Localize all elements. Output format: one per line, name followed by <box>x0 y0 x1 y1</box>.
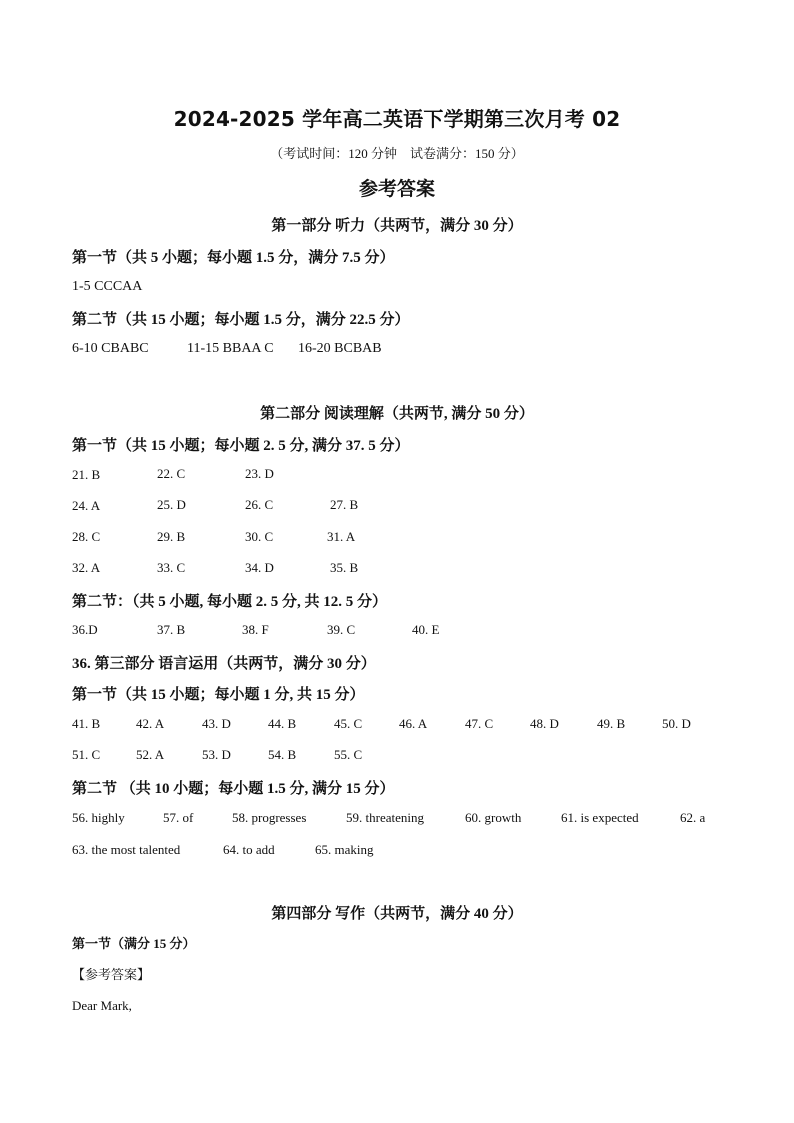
part3-heading: 36. 第三部分 语言运用（共两节，满分 30 分） <box>72 656 376 672</box>
answer-cell: 58. progresses <box>232 810 307 825</box>
answer-cell: 23. D <box>245 466 274 481</box>
answer-cell: 31. A <box>327 529 356 544</box>
part4-sec1-heading: 第一节（满分 15 分） <box>72 936 196 951</box>
answer-cell: 61. is expected <box>561 810 639 825</box>
answer-cell: 44. B <box>268 716 297 731</box>
answer-cell: 42. A <box>136 716 165 731</box>
answer-cell: 52. A <box>136 747 165 762</box>
answer-cell: 49. B <box>597 716 626 731</box>
part2-heading: 第二部分 阅读理解（共两节, 满分 50 分） <box>260 406 534 422</box>
answer-cell: 50. D <box>662 716 691 731</box>
answer-cell: 53. D <box>202 747 231 762</box>
answer-cell: 41. B <box>72 716 101 731</box>
part1-sec1-heading: 第一节（共 5 小题；每小题 1.5 分，满分 7.5 分） <box>72 250 395 266</box>
answer-cell: 47. C <box>465 716 494 731</box>
part1-sec2-answer: 11-15 BBAA C <box>187 341 274 356</box>
answer-cell: 38. F <box>242 622 269 637</box>
answer-cell: 30. C <box>245 529 274 544</box>
answer-cell: 28. C <box>72 529 101 544</box>
answer-cell: 21. B <box>72 467 101 482</box>
answer-cell: 40. E <box>412 622 440 637</box>
answer-cell: 48. D <box>530 716 559 731</box>
part1-sec1-answers: 1-5 CCCAA <box>72 279 143 294</box>
answer-cell: 29. B <box>157 529 186 544</box>
answer-cell: 55. C <box>334 747 363 762</box>
answer-cell: 51. C <box>72 747 101 762</box>
reference-answer-label: 【参考答案】 <box>72 967 151 982</box>
answer-cell: 33. C <box>157 560 186 575</box>
answer-cell: 27. B <box>330 497 359 512</box>
part1-sec2-heading: 第二节（共 15 小题；每小题 1.5 分，满分 22.5 分） <box>72 312 410 328</box>
answer-cell: 46. A <box>399 716 428 731</box>
part2-sec2-heading: 第二节：（共 5 小题, 每小题 2. 5 分, 共 12. 5 分） <box>72 594 388 610</box>
answer-cell: 60. growth <box>465 810 522 825</box>
answer-cell: 32. A <box>72 560 101 575</box>
part1-heading: 第一部分 听力（共两节，满分 30 分） <box>271 218 523 234</box>
answer-cell: 39. C <box>327 622 356 637</box>
answer-cell: 36.D <box>72 622 98 637</box>
answer-cell: 57. of <box>163 810 194 825</box>
exam-info: （考试时间：120 分钟 试卷满分：150 分） <box>270 146 524 161</box>
answer-cell: 43. D <box>202 716 231 731</box>
answer-cell: 35. B <box>330 560 359 575</box>
part1-sec2-answer: 6-10 CBABC <box>72 341 149 356</box>
part4-heading: 第四部分 写作（共两节，满分 40 分） <box>271 906 523 922</box>
answer-cell: 63. the most talented <box>72 842 181 857</box>
answer-cell: 62. a <box>680 810 706 825</box>
answer-cell: 64. to add <box>223 842 275 857</box>
answer-cell: 37. B <box>157 622 186 637</box>
answer-cell: 65. making <box>315 842 374 857</box>
answer-cell: 34. D <box>245 560 274 575</box>
answer-cell: 25. D <box>157 497 186 512</box>
answer-cell: 22. C <box>157 466 186 481</box>
part3-sec1-heading: 第一节（共 15 小题；每小题 1 分, 共 15 分） <box>72 687 365 703</box>
letter-greeting: Dear Mark, <box>72 998 132 1013</box>
page-title: 2024-2025 学年高二英语下学期第三次月考 02 <box>173 107 621 131</box>
answer-cell: 54. B <box>268 747 297 762</box>
answer-cell: 56. highly <box>72 810 125 825</box>
answer-cell: 45. C <box>334 716 363 731</box>
answer-cell: 59. threatening <box>346 810 424 825</box>
answer-cell: 24. A <box>72 498 101 513</box>
part2-sec1-heading: 第一节（共 15 小题；每小题 2. 5 分, 满分 37. 5 分） <box>72 438 410 454</box>
part1-sec2-answer: 16-20 BCBAB <box>298 341 382 356</box>
answer-cell: 26. C <box>245 497 274 512</box>
part3-sec2-heading: 第二节 （共 10 小题；每小题 1.5 分, 满分 15 分） <box>72 781 395 797</box>
answer-title: 参考答案 <box>358 179 435 200</box>
